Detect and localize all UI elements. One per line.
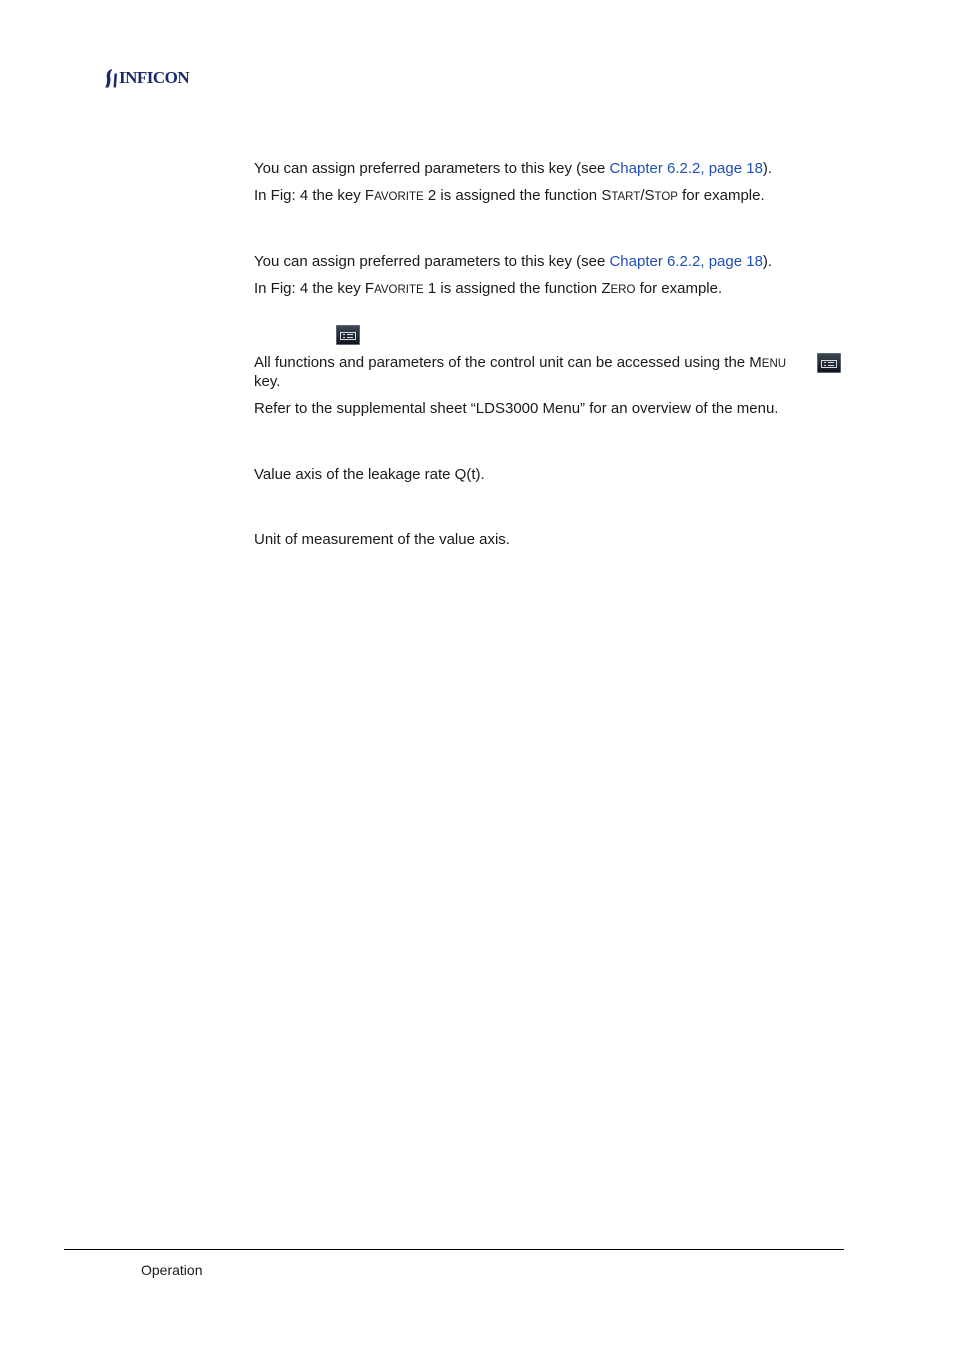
favorite1-paragraph-2: In Fig: 4 the key FAVORITE 1 is assigned the function ZERO for example. [254,280,723,297]
logo-text: INFICON [119,68,190,87]
menu-paragraph-1: All functions and parameters of the control unit can be accessed using the MENU [254,354,787,371]
inficon-logo [104,67,189,89]
menu-paragraph-3: Refer to the supplemental sheet “LDS3000 Menu” for an overview of the menu. [254,400,779,417]
footer-section-name: Operation [141,1262,203,1278]
favorite2-paragraph-1: You can assign preferred parameters to this key (see Chapter 6.2.2, page 18). [254,160,773,177]
chapter-link[interactable]: Chapter 6.2.2, page 18 [609,253,763,270]
unit-description: Unit of measurement of the value axis. [254,531,510,548]
menu-icon [336,325,360,345]
favorite1-paragraph-1: You can assign preferred parameters to this key (see Chapter 6.2.2, page 18). [254,253,773,270]
favorite2-paragraph-2: In Fig: 4 the key FAVORITE 2 is assigned the function START/STOP for example. [254,187,765,204]
footer-divider [64,1249,844,1250]
logo-mark-icon [104,67,118,89]
menu-icon [817,353,841,373]
chapter-link[interactable]: Chapter 6.2.2, page 18 [609,160,763,177]
value-axis-description: Value axis of the leakage rate Q(t). [254,466,485,483]
menu-paragraph-2: key. [254,373,281,390]
